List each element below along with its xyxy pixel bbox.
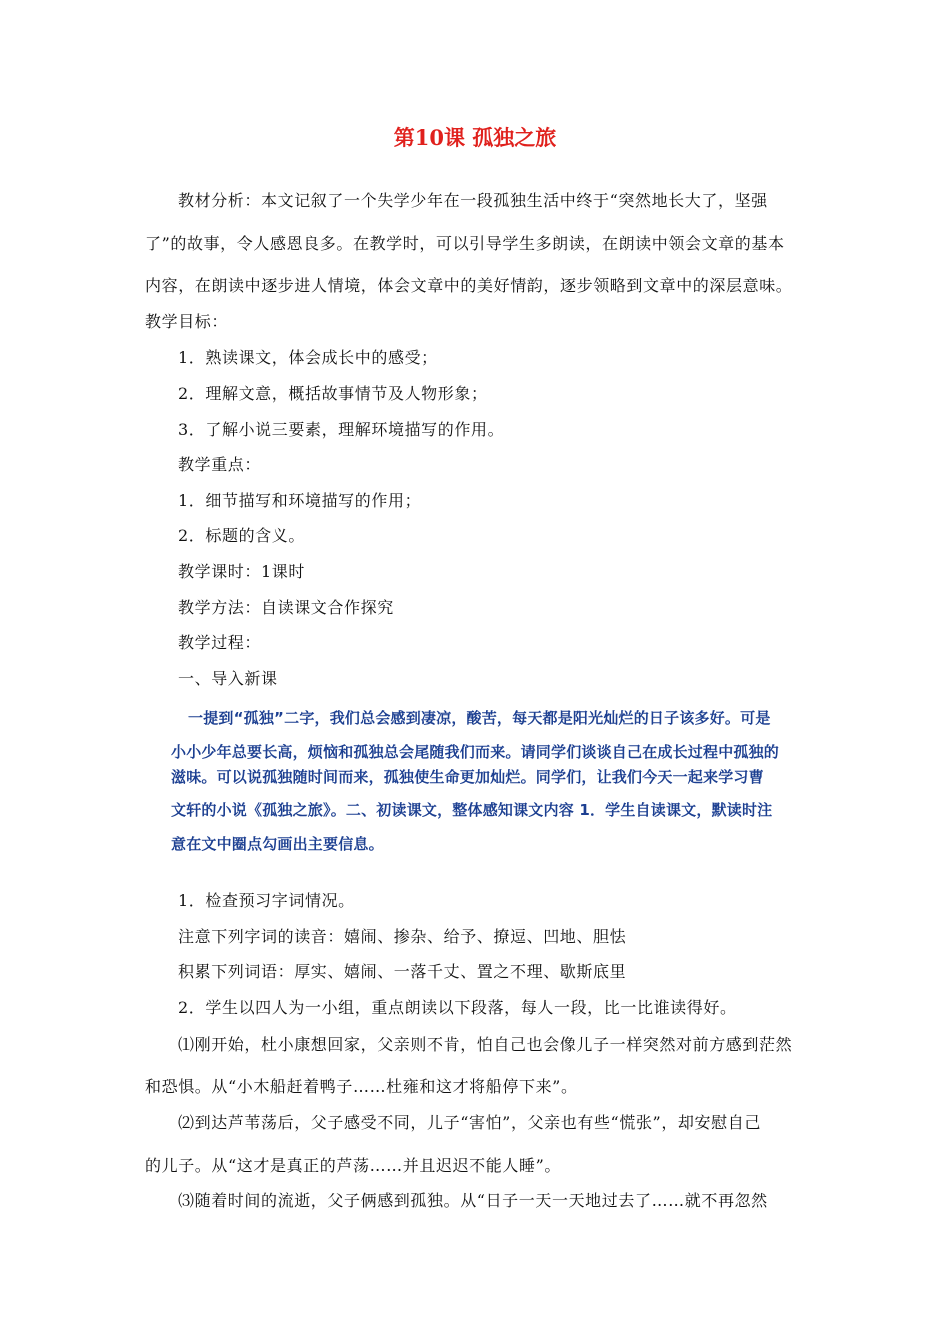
goal-item-1: 1．熟读课文，体会成长中的感受； (178, 348, 438, 367)
analysis-line-1: 教材分析：本文记叙了一个失学少年在一段孤独生活中终于“突然地长大了，坚强 (178, 191, 768, 210)
analysis-line-2: 了”的故事，令人感恩良多。在教学时，可以引导学生多朗读，在朗读中领会文章的基本 (145, 234, 785, 253)
pronunciation-list: 注意下列字词的读音：嬉闹、掺杂、给予、撩逗、凹地、胆怯 (178, 927, 627, 946)
page-title: 第10课 孤独之旅 (393, 125, 557, 150)
intro-text-line-2: 小小少年总要长高，烦恼和孤独总会尾随我们而来。请同学们谈谈自己在成长过程中孤独的 (171, 743, 780, 761)
analysis-line-3: 内容，在朗读中逐步进人情境，体会文章中的美好情韵，逐步领略到文章中的深层意味。 (145, 276, 793, 295)
paragraph-2-line-2: 的儿子。从“这才是真正的芦荡……并且迟迟不能人睡”。 (145, 1156, 561, 1175)
vocabulary-list: 积累下列词语：厚实、嬉闹、一落千丈、置之不理、歇斯底里 (178, 962, 627, 981)
teaching-method: 教学方法：自读课文合作探究 (178, 598, 394, 617)
teaching-hours: 教学课时：1课时 (178, 562, 305, 581)
teaching-process: 教学过程： (178, 633, 262, 652)
paragraph-1-line-1: ⑴刚开始，杜小康想回家，父亲则不肯，怕自己也会像儿子一样突然对前方感到茫然 (178, 1035, 793, 1054)
section-heading-intro: 一、导入新课 (178, 669, 278, 688)
intro-text-line-4: 文轩的小说《孤独之旅》。二、初读课文，整体感知课文内容 1．学生自读课文，默读时注 (171, 801, 773, 819)
check-preview: 1．检查预习字词情况。 (178, 891, 355, 910)
paragraph-3-line-1: ⑶随着时间的流逝，父子俩感到孤独。从“日子一天一天地过去了……就不再忽然 (178, 1191, 768, 1210)
focus-heading: 教学重点： (178, 455, 262, 474)
paragraph-2-line-1: ⑵到达芦苇荡后，父子感受不同，儿子“害怕”，父亲也有些“慌张”，却安慰自己 (178, 1113, 761, 1132)
goal-item-2: 2．理解文意，概括故事情节及人物形象； (178, 384, 488, 403)
group-reading: 2．学生以四人为一小组，重点朗读以下段落，每人一段，比一比谁读得好。 (178, 998, 737, 1017)
intro-text-line-1: 一提到“孤独”二字，我们总会感到凄凉，酸苦，每天都是阳光灿烂的日子该多好。可是 (188, 709, 771, 727)
focus-item-1: 1．细节描写和环境描写的作用； (178, 491, 422, 510)
intro-text-line-5: 意在文中圈点勾画出主要信息。 (171, 835, 384, 853)
goals-heading: 教学目标： (145, 312, 229, 331)
goal-item-3: 3．了解小说三要素，理解环境描写的作用。 (178, 420, 505, 439)
focus-item-2: 2．标题的含义。 (178, 526, 305, 545)
paragraph-1-line-2: 和恐惧。从“小木船赶着鸭子……杜雍和这才将船停下来”。 (145, 1077, 578, 1096)
intro-text-line-3: 滋味。可以说孤独随时间而来，孤独使生命更加灿烂。同学们，让我们今天一起来学习曹 (171, 768, 764, 786)
